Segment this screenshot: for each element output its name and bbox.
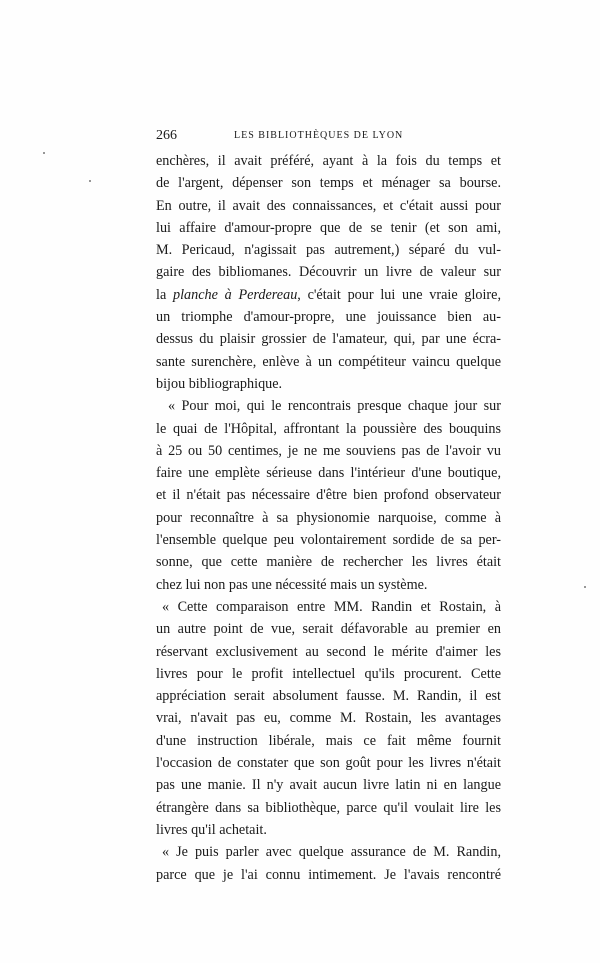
text-line: à 25 ou 50 centimes, je ne me souviens pas de l'avoir vu	[156, 442, 501, 459]
text-line: En outre, il avait des connaissances, et c'était aussi pour	[156, 197, 501, 214]
text-fragment: , c'était pour lui une vraie gloire,	[297, 286, 501, 303]
text-line: le quai de l'Hôpital, affrontant la poussière des bouquins	[156, 420, 501, 437]
italic-title: planche à Perdereau	[172, 286, 298, 303]
text-line: vrai, n'avait pas eu, comme M. Rostain, les avantages	[156, 710, 501, 727]
text-line: livres qu'il achetait.	[156, 821, 267, 838]
text-line: « Pour moi, qui le rencontrais presque chaque jour sur	[168, 398, 501, 415]
text-line: lui affaire d'amour-propre que de se tenir (et son ami,	[156, 219, 501, 236]
text-line: et il n'était pas nécessaire d'être bien profond observateur	[156, 487, 501, 504]
text-line: « Cette comparaison entre MM. Randin et Rostain, à	[162, 598, 501, 615]
text-line: un triomphe d'amour-propre, une jouissance bien au-	[156, 309, 501, 326]
margin-speck	[43, 152, 45, 154]
text-line: sante surenchère, enlève à un compétiteur vaincu quelque	[156, 353, 501, 370]
paragraph-2	[156, 395, 501, 596]
text-line: l'occasion de constater que son goût pour les livres n'était	[156, 755, 501, 772]
text-fragment: la	[156, 286, 173, 303]
text-line: d'une instruction libérale, mais ce fait même fournit	[156, 732, 501, 749]
text-line: M. Pericaud, n'agissait pas autrement,) séparé du vul-	[156, 242, 501, 259]
running-title: LES BIBLIOTHÈQUES DE LYON	[234, 130, 404, 141]
margin-speck	[89, 180, 91, 182]
text-line: un autre point de vue, serait défavorable au premier en	[156, 621, 501, 638]
text-line: parce que je l'ai connu intimement. Je l'avais rencontré	[156, 866, 501, 883]
paragraph-3	[156, 596, 501, 841]
text-line: réservant exclusivement au second le mérite d'aimer les	[156, 643, 501, 660]
text-line: de l'argent, dépenser son temps et ménager sa bourse.	[156, 175, 501, 192]
paragraph-1	[156, 150, 501, 395]
text-line: étrangère dans sa bibliothèque, parce qu'il voulait lire les	[156, 799, 501, 816]
text-line: « Je puis parler avec quelque assurance de M. Randin,	[162, 844, 501, 861]
paragraph-4	[156, 841, 501, 886]
body-text	[156, 150, 501, 886]
text-line: l'ensemble quelque peu volontairement sordide de sa per-	[156, 532, 501, 549]
margin-speck	[584, 586, 586, 588]
page-number: 266	[156, 128, 177, 143]
text-line: sonne, que cette manière de rechercher les livres était	[156, 554, 501, 571]
text-line: bijou bibliographique.	[156, 375, 283, 392]
book-page	[156, 128, 501, 886]
text-line: pas une manie. Il n'y avait aucun livre latin ni en langue	[156, 777, 501, 794]
text-line	[156, 284, 501, 306]
running-head	[156, 128, 501, 150]
text-line: gaire des bibliomanes. Découvrir un livre de valeur sur	[156, 264, 501, 281]
text-line: chez lui non pas une nécessité mais un système.	[156, 576, 428, 593]
text-line: livres pour le profit intellectuel qu'ils procurent. Cette	[156, 665, 501, 682]
text-line: faire une emplète sérieuse dans l'intérieur d'une boutique,	[156, 465, 501, 482]
text-line: enchères, il avait préféré, ayant à la fois du temps et	[156, 153, 501, 169]
text-line: dessus du plaisir grossier de l'amateur, qui, par une écra-	[156, 331, 501, 348]
text-line: pour reconnaître à sa physionomie narquoise, comme à	[156, 509, 501, 526]
text-line: appréciation serait absolument fausse. M. Randin, il est	[156, 688, 501, 705]
